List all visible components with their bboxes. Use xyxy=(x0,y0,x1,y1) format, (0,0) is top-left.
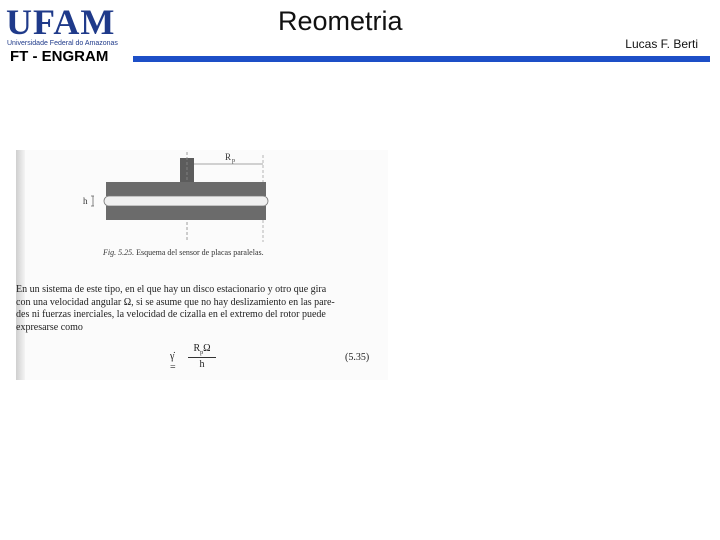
equation-number: (5.35) xyxy=(345,352,370,363)
paragraph-line: con una velocidad angular Ω, si se asume que no hay deslizamiento en las pare- xyxy=(16,296,335,308)
parallel-plate-diagram xyxy=(80,150,280,245)
lower-plate xyxy=(106,206,266,220)
equation-fraction xyxy=(188,343,216,370)
header-rule xyxy=(133,56,710,62)
scan-edge-shadow xyxy=(16,150,25,380)
equation-numerator: R xyxy=(193,343,201,354)
paragraph-line: En un sistema de este tipo, en el que hay un disco estacionario y otro que gira xyxy=(16,284,327,295)
height-label: h xyxy=(83,196,88,206)
equation-lhs: γ̇ = xyxy=(170,351,176,373)
author-name: Lucas F. Berti xyxy=(625,37,698,51)
sample-gap xyxy=(104,196,268,206)
fraction-bar xyxy=(188,357,216,358)
logo-text: UFAM xyxy=(6,2,116,42)
upper-plate xyxy=(106,182,266,196)
caption-text: Esquema del sensor de placas paralelas. xyxy=(134,248,264,257)
page-title: Reometria xyxy=(278,6,403,36)
department-label: FT - ENGRAM xyxy=(10,48,109,65)
caption-figure-number: Fig. 5.25. xyxy=(103,248,135,257)
paragraph-line: expresarse como xyxy=(16,321,83,333)
equation-numerator-sub: p xyxy=(200,350,204,356)
body-paragraph xyxy=(16,284,376,334)
figure-caption xyxy=(103,248,264,257)
paragraph-line: des ni fuerzas inerciales, la velocidad de cizalla en el extremo del rotor puede xyxy=(16,309,326,321)
university-name: Universidade Federal do Amazonas xyxy=(7,40,118,47)
equation-numerator-tail: Ω xyxy=(203,343,211,354)
equation-denominator: h xyxy=(199,359,205,370)
radius-subscript: p xyxy=(232,158,235,164)
radius-label: R xyxy=(225,152,232,162)
